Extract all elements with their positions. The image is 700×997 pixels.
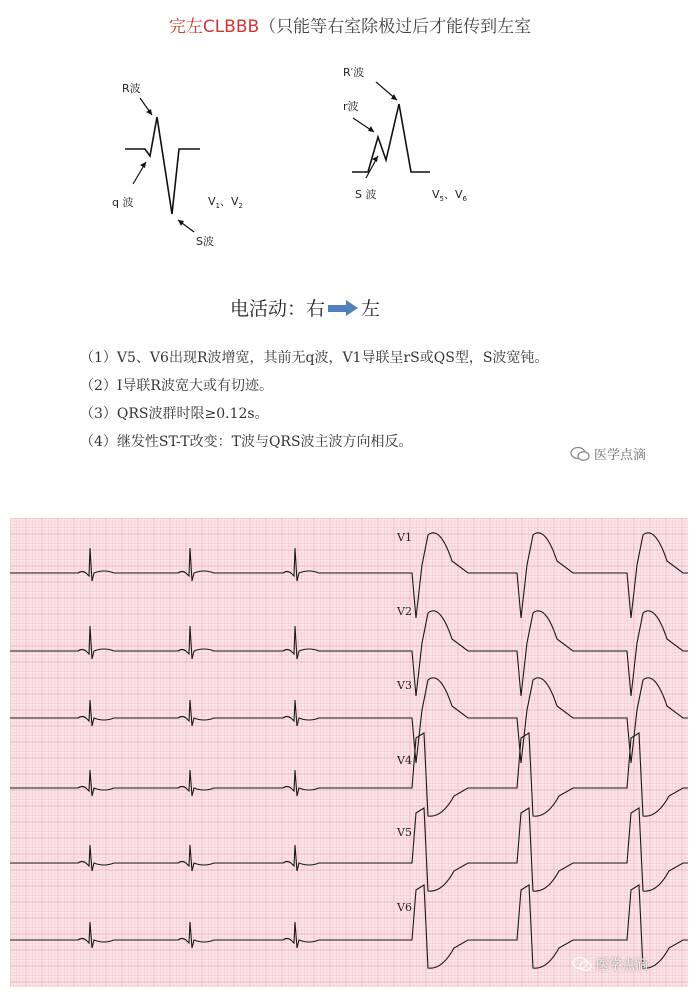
- q-wave-label: q 波: [112, 196, 134, 209]
- watermark-text-bottom: 医学点滴: [596, 958, 649, 973]
- electrical-activity: [230, 294, 380, 321]
- lead-label-v1: V1: [397, 531, 412, 544]
- lead-label-v6: V6: [397, 901, 412, 914]
- lead-label-v2: V2: [397, 605, 412, 618]
- lead-label-v3: V3: [397, 679, 412, 692]
- title-subtitle: （只能等右室除极过后才能传到左室: [259, 17, 532, 37]
- watermark-bottom: [572, 954, 648, 973]
- ecg-grid: [10, 518, 688, 987]
- criterion-1: （1）V5、V6出现R波增宽，其前无q波，V1导联呈rS或QS型，S波宽钝。: [80, 350, 549, 366]
- activity-label: 电活动：右: [230, 298, 326, 320]
- activity-target: 左: [361, 298, 381, 320]
- v1-complex-trace: [125, 117, 200, 214]
- watermark-top: [570, 444, 646, 463]
- lead-label-v4: V4: [397, 754, 412, 767]
- title-main: 完左CLBBB: [168, 17, 260, 37]
- page-title: [0, 12, 700, 37]
- s-wave-label: S波: [196, 235, 214, 248]
- leads-v5-v6-label: $V_5$、$V_6$: [432, 188, 467, 203]
- criterion-4: （4）继发性ST-T改变：T波与QRS波主波方向相反。: [80, 434, 413, 450]
- v5-complex-trace: [352, 104, 430, 172]
- leads-v1-v2-label: $V_1$、$V_2$: [208, 195, 243, 210]
- r-wave-label: R波: [122, 82, 141, 95]
- s-wave-pointer-head: [178, 220, 184, 226]
- wechat-icon: [570, 446, 590, 462]
- wave-diagrams: [0, 60, 700, 260]
- small-r-wave-label: r波: [343, 100, 359, 113]
- criteria-list: [80, 348, 548, 460]
- ecg-strip: [10, 518, 688, 987]
- wechat-icon: [572, 956, 592, 972]
- rprime-wave-label: R′波: [343, 66, 365, 79]
- lead-label-v5: V5: [397, 826, 412, 839]
- criterion-3: （3）QRS波群时限≥0.12s。: [80, 406, 269, 422]
- right-arrow-icon: [327, 300, 359, 316]
- watermark-text: 医学点滴: [594, 448, 647, 463]
- diagram-v1-v2: [112, 81, 243, 248]
- criterion-2: （2）Ⅰ导联R波宽大或有切迹。: [80, 378, 273, 394]
- ecg-tracing: [10, 518, 688, 987]
- s-wave-label-right: S 波: [355, 188, 377, 201]
- diagram-v5-v6: [343, 65, 468, 203]
